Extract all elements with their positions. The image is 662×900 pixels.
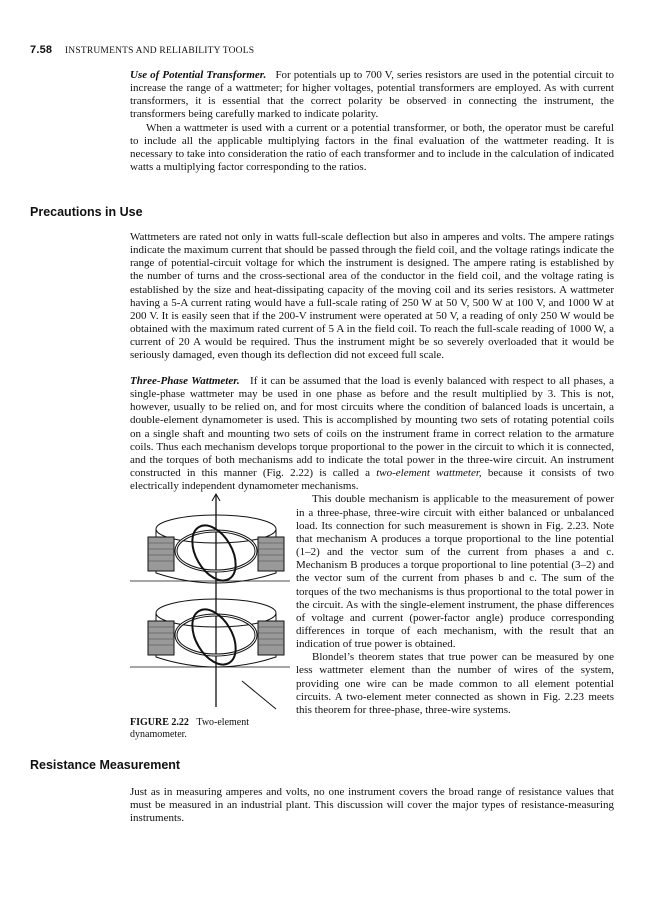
paragraph-text: For potentials up to 700 V, series resistors are used in the potential circuit to increase the range of a wattmeter; for higher voltages, potential transformers are employed. As with current transformers, it is essential that the correct polarity be observed in connecting the instrument, the transformers being carefully marked to indicate polarity. — [130, 69, 615, 121]
figure-caption-text: Two-element dynamometer. — [130, 717, 250, 740]
page-number: 7.58 — [30, 44, 53, 56]
run-in-heading: Use of Potential Transformer. — [130, 69, 267, 81]
section-precautions — [130, 231, 614, 363]
figure-caption — [130, 717, 280, 740]
paragraph-text: because it consists of two electrically independent dynamometer mechanisms. — [130, 467, 614, 493]
running-head — [30, 44, 254, 56]
figure-2-22 — [130, 493, 290, 765]
paragraph — [130, 375, 614, 493]
section-three-phase-wattmeter — [130, 375, 614, 767]
dynamometer-illustration — [130, 493, 290, 718]
paragraph-text: If it can be assumed that the load is evenly balanced with respect to all phases, a single-phase wattmeter may be used in one phase as before and the result multiplied by 3. This is not, however, usually to be relied on, and for most circuits where the condition of balanced loads is uncertain, a double-element dynamometer is used. This is accomplished by mounting two sets of rotating potential coils on a single shaft and mounting two sets of coils on the instrument frame in correct relation to the armature coils. Thus each mechanism develops torque proportional to the power in the circuit to which it is connected, and the torques of both mechanisms add to indicate the total power in the three-wire circuit. An instrument constructed in this manner (Fig. 2.22) is called a — [130, 375, 615, 480]
paragraph: Wattmeters are rated not only in watts full-scale deflection but also in amperes and volts. The ampere ratings indicate the maximum current that should be passed through the field coil, and the voltage ratings indicate the range of potential-circuit voltage for which the instrument is designed. The ampere rating is established by the number of turns and the cross-sectional area of the conductor in the field coil, and the voltage rating is established by the size and heat-dissipating capacity of the moving coil and its series resistors. A wattmeter having a 5-A current rating would have a full-scale rating of 250 W at 50 V, 500 W at 100 V, and 1000 W at 200 V. It is easily seen that if the 200-V instrument were operated at 50 V, a reading of only 250 W would be obtained with the maximum rated current of 5 A in the field coil. To reach the full-scale reading of 1000 W, a current of 20 A would be required. Thus the instrument might be so severely overloaded that it would be seriously damaged, even though its deflection did not exceed full scale. — [130, 231, 614, 362]
paragraph — [130, 69, 614, 122]
section-potential-transformer — [130, 69, 614, 174]
paragraph: Blondel’s theorem states that true power can be measured by one less wattmeter element than the number of wires of the system, providing one wire can be made common to all element potential circuits. A two-element meter connected as shown in Fig. 2.23 meets this theorem for three-phase, three-wire systems. — [296, 651, 614, 716]
term-two-element-wattmeter: two-element wattmeter, — [376, 467, 482, 480]
running-title: INSTRUMENTS AND RELIABILITY TOOLS — [64, 46, 255, 56]
figure-label: FIGURE 2.22 — [130, 717, 189, 729]
section-heading-resistance: Resistance Measurement — [30, 758, 181, 772]
paragraph: Just as in measuring amperes and volts, no one instrument covers the broad range of resistance values that must be measured in an industrial plant. This discussion will cover the major types of resistance-measuring instruments. — [130, 786, 614, 825]
section-resistance — [130, 786, 614, 825]
section-heading-precautions: Precautions in Use — [30, 205, 143, 219]
run-in-heading: Three-Phase Wattmeter. — [130, 375, 240, 387]
paragraph: When a wattmeter is used with a current or a potential transformer, or both, the operator must be careful to include all the applicable multiplying factors in the final evaluation of the wattmeter reading. It is necessary to take into consideration the ratio of each transformer and to include in the calculation of indicated watts a multiplying factor corresponding to the ratios. — [130, 121, 614, 174]
paragraph: This double mechanism is applicable to the measurement of power in a three-phase, three-wire circuit with either balanced or unbalanced load. Its connection for such measurement is shown in Fig. 2.23. Note that mechanism A produces a torque proportional to the line potential (1–2) and the vector sum of the current from phases a and c. Mechanism B produces a torque proportional to line potential (3–2) and the vector sum of the current from phases b and c. The sum of the torques of the two mechanisms is thus proportional to the total power in the circuit. As with the single-element instrument, the phase differences of voltage and current (power-factor angle) produce corresponding differences in torque of each mechanism, with the result that an indication of true power is obtained. — [296, 493, 614, 651]
